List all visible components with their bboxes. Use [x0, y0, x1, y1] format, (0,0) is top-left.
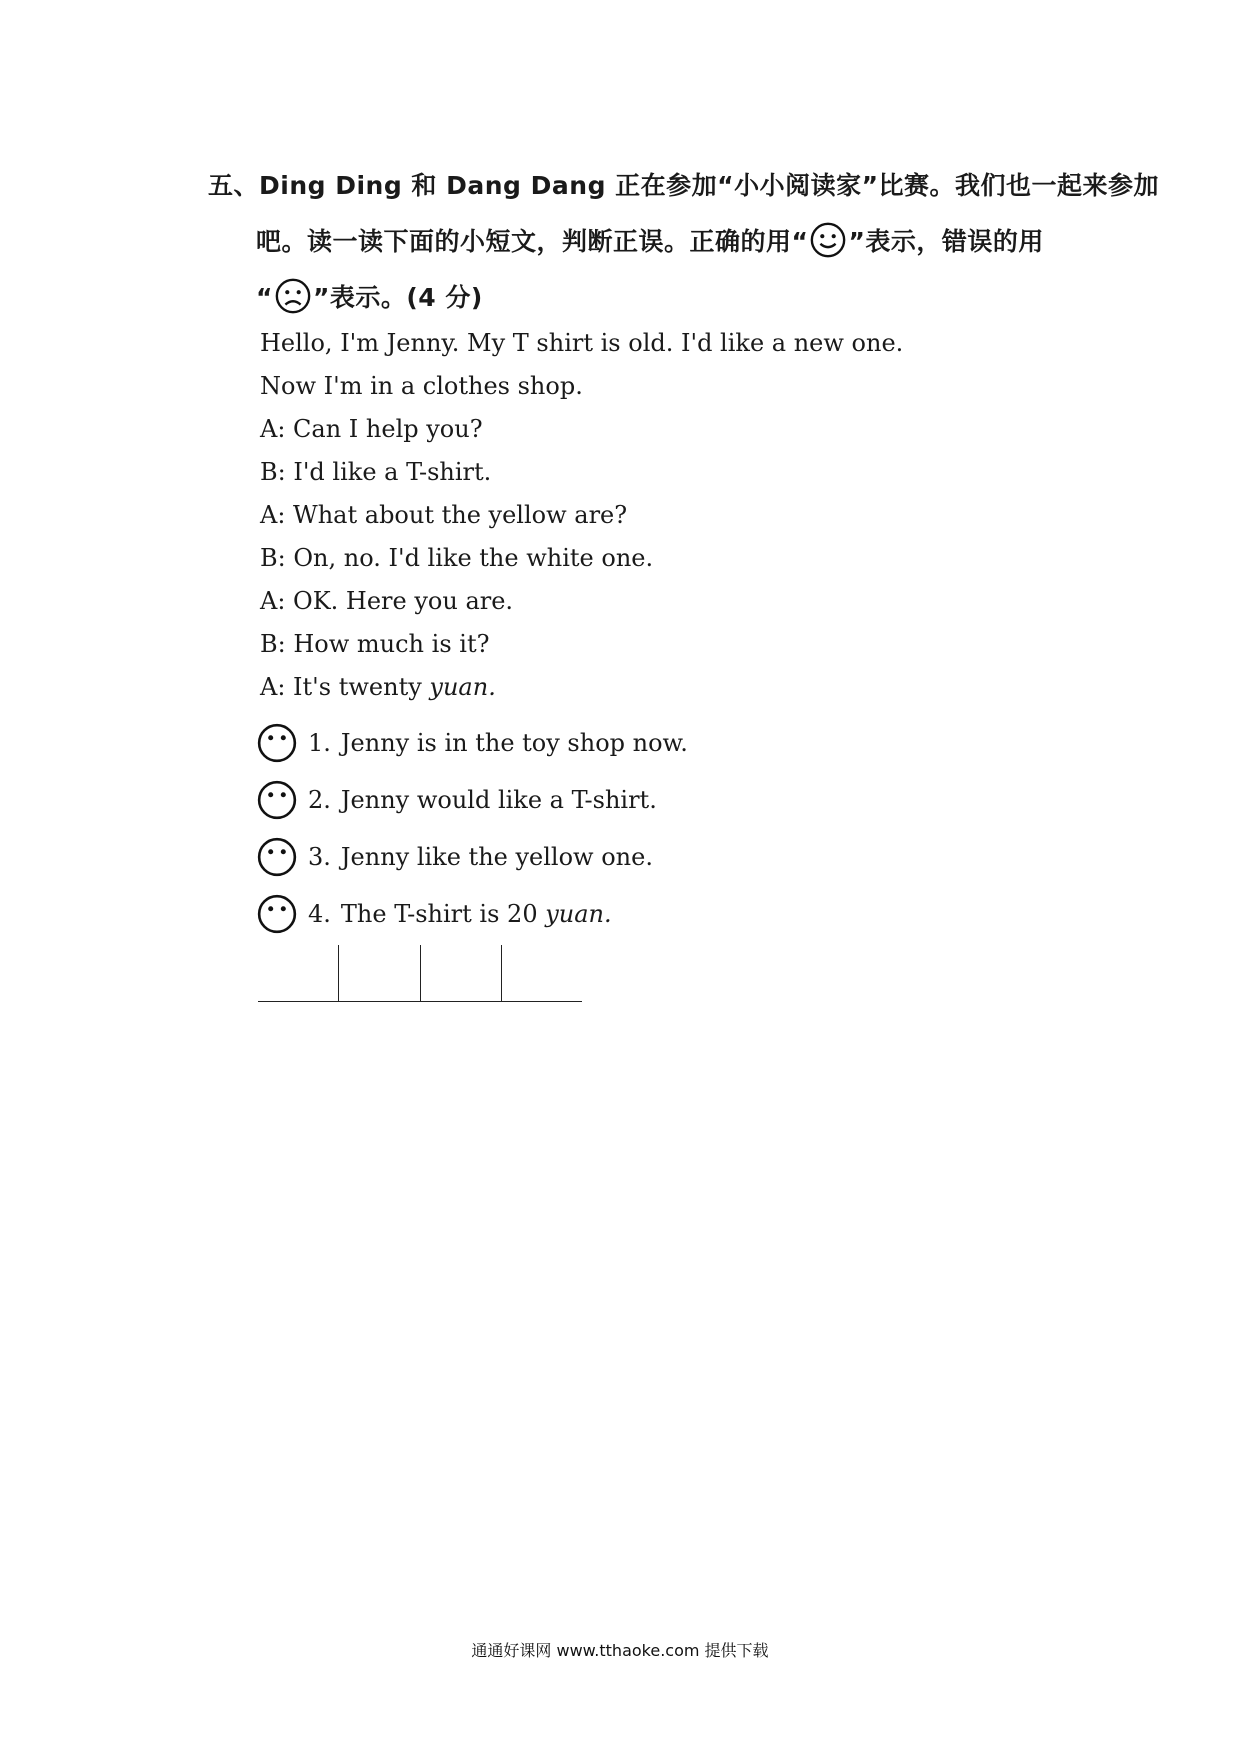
- reading-passage: [260, 322, 960, 709]
- sad-face-icon: [274, 277, 312, 315]
- neutral-face-icon[interactable]: [256, 893, 298, 935]
- answer-cell-1[interactable]: [258, 945, 338, 1001]
- passage-line: Hello, I'm Jenny. My T shirt is old. I'd like a new one.: [260, 329, 904, 357]
- judgement-item: 2. Jenny would like a T-shirt.: [256, 771, 688, 828]
- instruction-line-2: 吧。读一读下面的小短文，判断正误。正确的用“ ”表示，错误的用: [208, 214, 1098, 270]
- instruction-block: [208, 158, 1160, 326]
- instruction-line-1: 五、Ding Ding 和 Dang Dang 正在参加“小小阅读家”比赛。我们也一起来参加: [208, 171, 1160, 200]
- judgement-item: 4. The T-shirt is 20 yuan.: [256, 885, 688, 942]
- answer-grid: [258, 945, 582, 1002]
- passage-line: B: I'd like a T-shirt.: [260, 458, 492, 486]
- answer-cell-2[interactable]: [338, 945, 419, 1001]
- answer-cell-3[interactable]: [420, 945, 501, 1001]
- instruction-line-3: “ ”表示。(4 分): [208, 270, 1098, 326]
- passage-line: A: Can I help you?: [260, 415, 483, 443]
- judgement-items: [256, 714, 688, 942]
- passage-line: B: How much is it?: [260, 630, 490, 658]
- neutral-face-icon[interactable]: [256, 722, 298, 764]
- passage-line: B: On, no. I'd like the white one.: [260, 544, 654, 572]
- passage-line: Now I'm in a clothes shop.: [260, 372, 583, 400]
- neutral-face-icon[interactable]: [256, 779, 298, 821]
- passage-line: A: What about the yellow are?: [260, 501, 628, 529]
- smiley-face-icon: [809, 221, 847, 259]
- passage-line: A: OK. Here you are.: [260, 587, 514, 615]
- judgement-item: 1. Jenny is in the toy shop now.: [256, 714, 688, 771]
- neutral-face-icon[interactable]: [256, 836, 298, 878]
- judgement-item: 3. Jenny like the yellow one.: [256, 828, 688, 885]
- answer-cell-4[interactable]: [501, 945, 582, 1001]
- page-footer: 通通好课网 www.tthaoke.com 提供下载: [471, 1641, 769, 1660]
- passage-line: A: It's twenty yuan.: [260, 673, 496, 701]
